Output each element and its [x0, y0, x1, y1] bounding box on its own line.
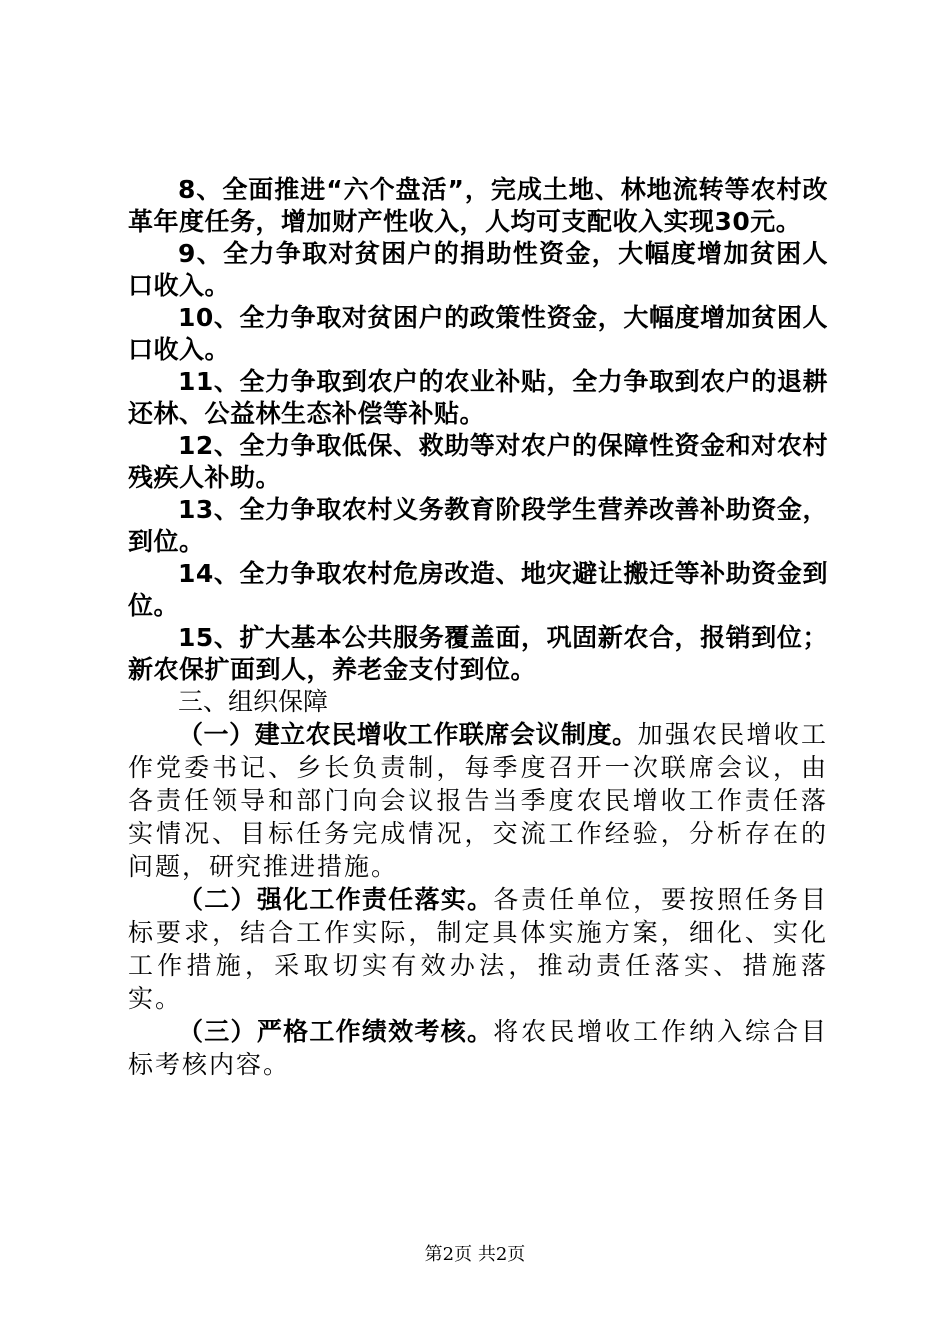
subsection-paragraph — [128, 883, 828, 1015]
list-item: 11、全力争取到农户的农业补贴，全力争取到农户的退耕还林、公益林生态补偿等补贴。 — [128, 367, 828, 428]
list-item: 12、全力争取低保、救助等对农户的保障性资金和对农村残疾人补助。 — [128, 431, 828, 492]
subsection-text: 加强农民增收工作党委书记、乡长负责制，每季度召开一次联席会议，由各责任领导和部门向会议报告当季度农民增收工作责任落实情况、目标任务完成情况，交流工作经验，分析存在的问题，研究推进措施。 — [128, 720, 828, 881]
section-title: 三、组织保障 — [178, 687, 329, 716]
subsection-heading: （二）强化工作责任落实。 — [178, 885, 494, 914]
subsection-heading: （三）严格工作绩效考核。 — [178, 1017, 494, 1046]
page-footer: 第2页 共2页 — [424, 1244, 526, 1265]
list-item: 10、全力争取对贫困户的政策性资金，大幅度增加贫困人口收入。 — [128, 303, 828, 364]
list-item: 14、全力争取农村危房改造、地灾避让搬迁等补助资金到位。 — [128, 559, 828, 620]
list-item: 9、全力争取对贫困户的捐助性资金，大幅度增加贫困人口收入。 — [128, 239, 828, 300]
document-body — [128, 174, 828, 1081]
list-item: 13、全力争取农村义务教育阶段学生营养改善补助资金，到位。 — [128, 495, 828, 556]
list-item: 8、全面推进“六个盘活”，完成土地、林地流转等农村改革年度任务，增加财产性收入，人均可支配收入实现30元。 — [128, 175, 828, 236]
subsection-paragraph — [128, 718, 828, 883]
subsection-paragraph — [128, 1015, 828, 1081]
list-item: 15、扩大基本公共服务覆盖面，巩固新农合，报销到位；新农保扩面到人，养老金支付到位。 — [128, 623, 828, 684]
subsection-text: 各责任单位，要按照任务目标要求，结合工作实际，制定具体实施方案，细化、实化工作措施，采取切实有效办法，推动责任落实、措施落实。 — [128, 885, 828, 1013]
subsection-heading: （一）建立农民增收工作联席会议制度。 — [178, 720, 638, 749]
subsection-text: 将农民增收工作纳入综合目标考核内容。 — [128, 1017, 828, 1079]
